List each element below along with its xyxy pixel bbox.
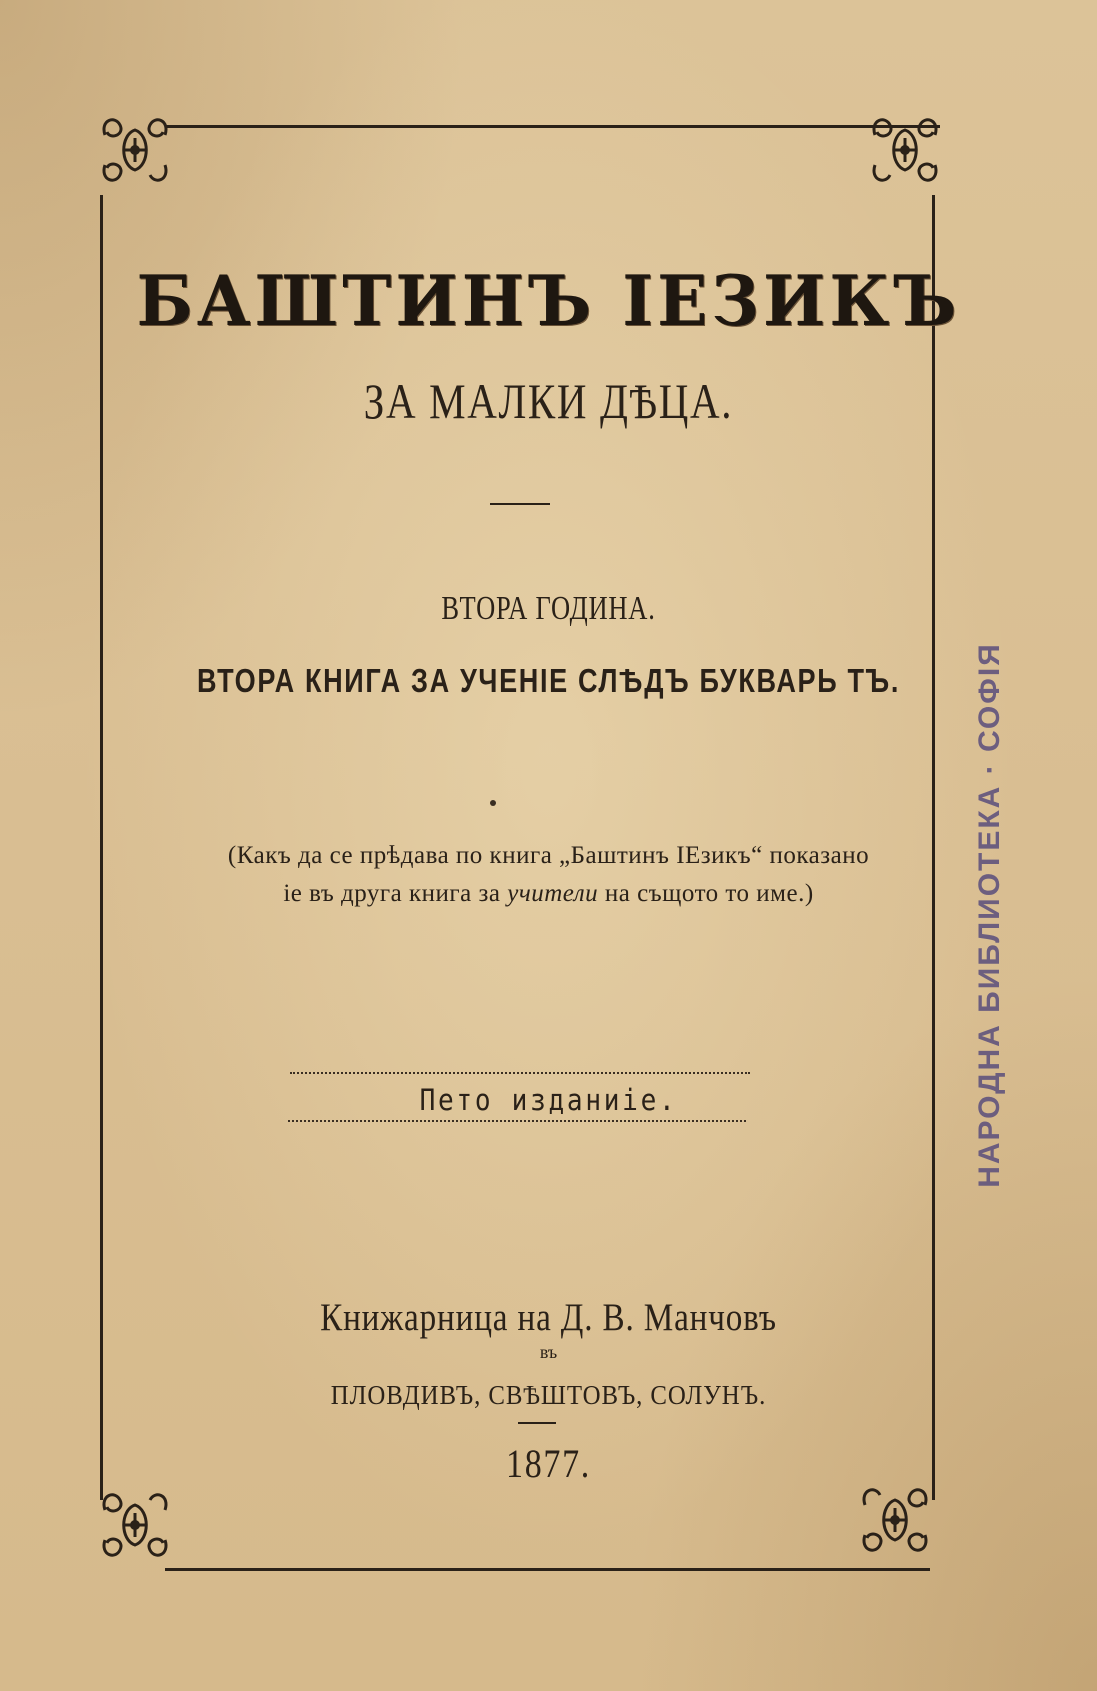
teaching-note-line-2: [0, 880, 1097, 908]
ornamental-dot: [490, 800, 496, 806]
edition-top-rule: [290, 1072, 750, 1074]
title-divider: [490, 503, 550, 505]
corner-ornament-icon: [855, 1480, 935, 1560]
publication-year: 1877.: [506, 1441, 591, 1486]
book-description: ВТОРА КНИГА ЗА УЧЕНІЕ СЛѢДЪ БУКВАРЬ ТЪ.: [196, 662, 900, 699]
publisher-divider: [518, 1422, 556, 1424]
edition-label: Пето изданиіе.: [419, 1083, 678, 1117]
library-stamp: НАРОДНА БИБЛИОТЕКА · СОФІЯ: [973, 642, 1006, 1188]
year-level-heading: ВТОРА ГОДИНА.: [441, 590, 656, 627]
corner-ornament-icon: [95, 1485, 175, 1565]
frame-bottom-line: [165, 1568, 930, 1571]
corner-ornament-icon: [865, 110, 945, 190]
frame-top-line: [165, 125, 940, 128]
teaching-note-text-a: іе въ друга книга за: [283, 880, 508, 907]
publisher-name: Книжарница на Д. В. Манчовъ: [320, 1296, 777, 1339]
teaching-note-line-1: (Какъ да се прѣдава по книга „Баштинъ ІЕзикъ“ показано: [227, 842, 870, 869]
book-title: БАШТИНЪ ІЕЗИКЪ: [136, 260, 961, 342]
book-subtitle: ЗА МАЛКИ ДѢЦА.: [363, 373, 734, 429]
corner-ornament-icon: [95, 110, 175, 190]
publisher-preposition: въ: [539, 1342, 558, 1362]
publisher-cities: ПЛОВДИВЪ, СВѢШТОВЪ, СОЛУНЪ.: [330, 1380, 767, 1410]
edition-bottom-rule: [288, 1120, 746, 1122]
teaching-note-text-b: на същото то име.): [598, 880, 814, 907]
teaching-note-emphasis: учители: [507, 880, 599, 907]
